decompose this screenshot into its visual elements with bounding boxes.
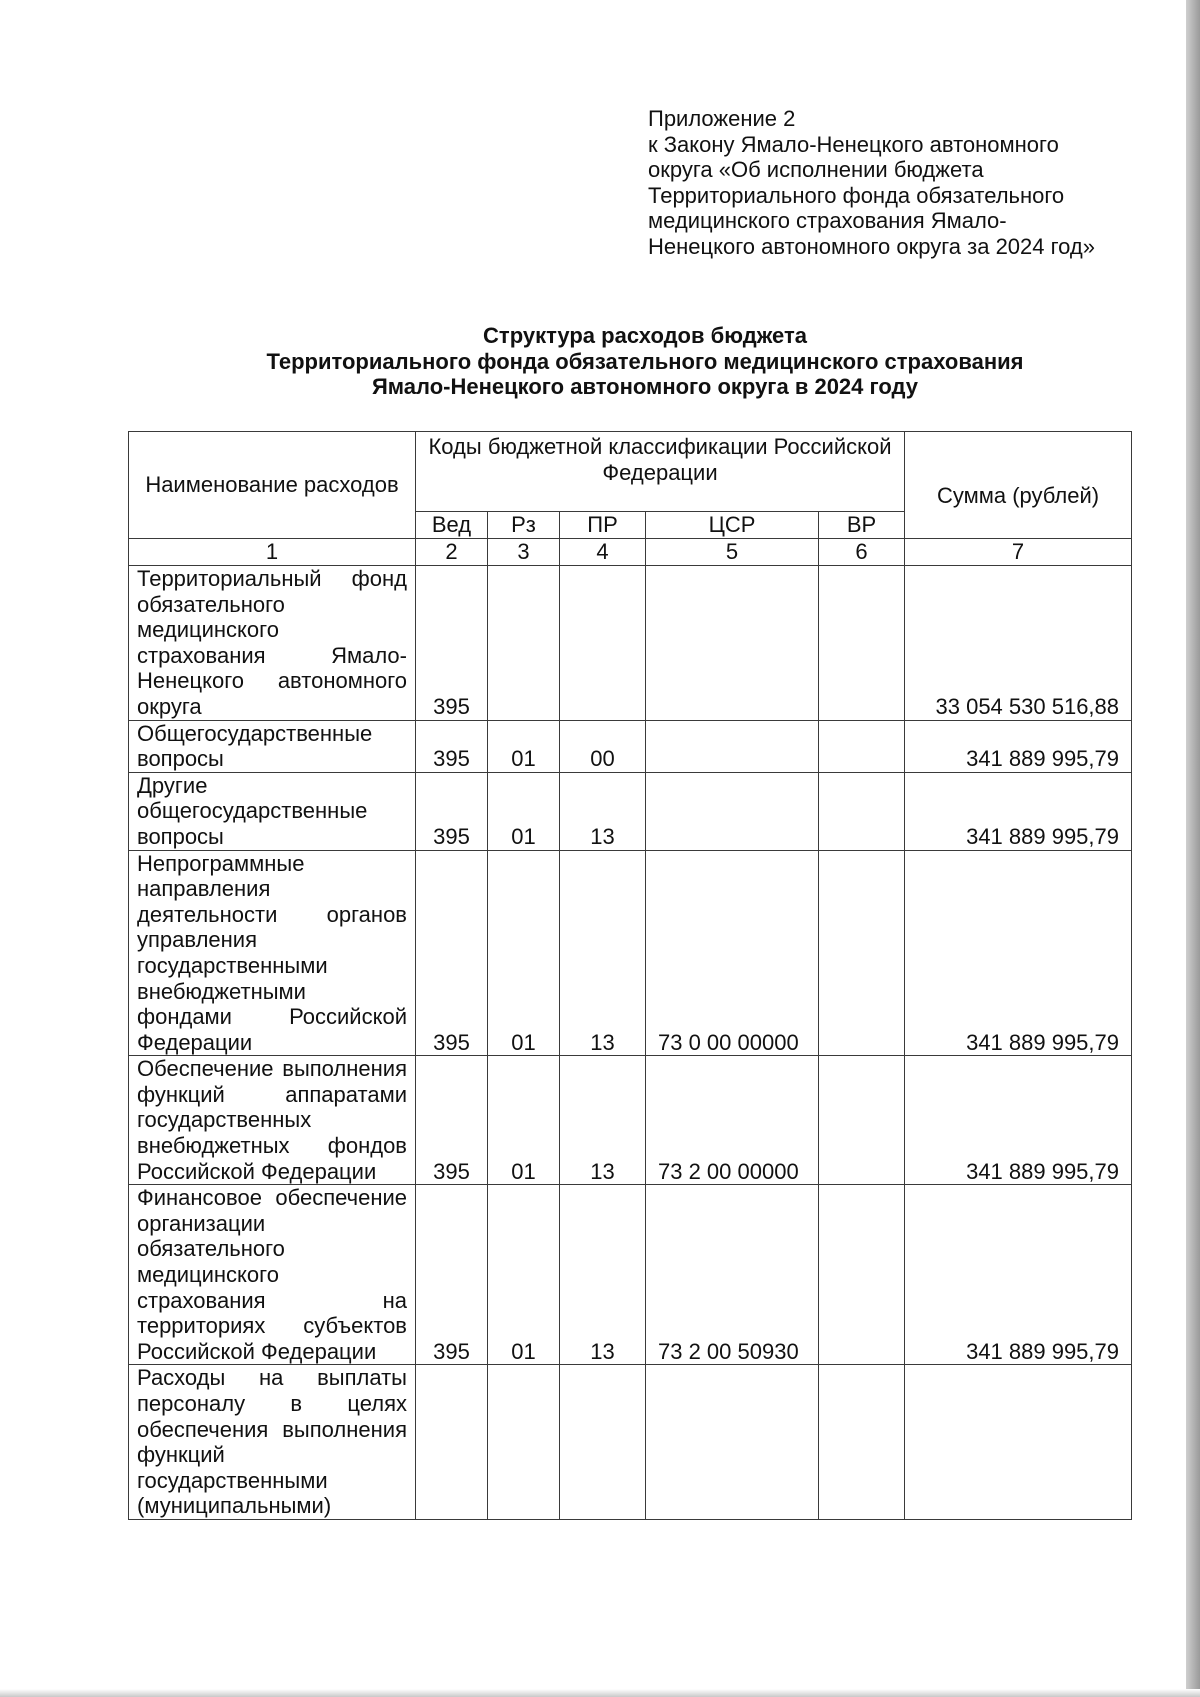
row-vr <box>819 850 905 1056</box>
table-row <box>129 1185 1132 1365</box>
column-number: 1 <box>129 539 416 566</box>
row-sum: 341 889 995,79 <box>905 850 1132 1056</box>
appendix-note <box>648 106 1168 260</box>
appendix-line: Приложение 2 <box>648 106 796 131</box>
row-rz <box>488 566 560 721</box>
row-vr <box>819 720 905 772</box>
row-name: Финансовое обеспечение организации обязательного медицинского страхования на территориях субъектов Российской Федерации <box>129 1185 416 1365</box>
table-row <box>129 1365 1132 1520</box>
table-row <box>129 566 1132 721</box>
table-row <box>129 720 1132 772</box>
column-number: 3 <box>488 539 560 566</box>
row-csr <box>646 566 819 721</box>
page-bottom-shadow <box>0 1689 1200 1697</box>
row-sum <box>905 1365 1132 1520</box>
column-number: 5 <box>646 539 819 566</box>
header-ved: Вед <box>416 512 488 539</box>
row-ved <box>416 1365 488 1520</box>
row-name: Другие общегосударственные вопросы <box>129 772 416 850</box>
row-name: Территориальный фонд обязательного медицинского страхования Ямало-Ненецкого автономного округа <box>129 566 416 721</box>
table-row <box>129 772 1132 850</box>
row-csr: 73 0 00 00000 <box>646 850 819 1056</box>
header-name: Наименование расходов <box>129 432 416 539</box>
row-sum: 33 054 530 516,88 <box>905 566 1132 721</box>
row-name: Непрограммные направления деятельности органов управления государственными внебюджетными фондами Российской Федерации <box>129 850 416 1056</box>
row-ved: 395 <box>416 772 488 850</box>
row-vr <box>819 772 905 850</box>
row-sum: 341 889 995,79 <box>905 720 1132 772</box>
row-pr <box>560 1365 646 1520</box>
header-codes: Коды бюджетной классификации Российской Федерации <box>416 432 905 512</box>
header-rz: Рз <box>488 512 560 539</box>
title-line: Структура расходов бюджета <box>483 323 807 348</box>
row-csr: 73 2 00 00000 <box>646 1056 819 1185</box>
column-number: 2 <box>416 539 488 566</box>
appendix-line: к Закону Ямало-Ненецкого автономного <box>648 131 1059 157</box>
row-ved: 395 <box>416 1056 488 1185</box>
page-edge-shadow <box>1186 0 1200 1697</box>
row-name: Общегосударственные вопросы <box>129 720 416 772</box>
row-rz: 01 <box>488 1185 560 1365</box>
row-rz <box>488 1365 560 1520</box>
row-rz: 01 <box>488 1056 560 1185</box>
row-sum: 341 889 995,79 <box>905 772 1132 850</box>
column-numbers-row <box>129 539 1132 566</box>
title-line: Территориального фонда обязательного медицинского страхования <box>266 348 1024 374</box>
row-csr <box>646 772 819 850</box>
row-pr: 00 <box>560 720 646 772</box>
document-title <box>140 323 1150 400</box>
row-rz: 01 <box>488 772 560 850</box>
appendix-line: Ненецкого автономного округа за 2024 год» <box>648 233 1095 259</box>
row-pr: 13 <box>560 772 646 850</box>
column-number: 6 <box>819 539 905 566</box>
header-vr: ВР <box>819 512 905 539</box>
table-row <box>129 1056 1132 1185</box>
row-rz: 01 <box>488 850 560 1056</box>
column-number: 7 <box>905 539 1132 566</box>
appendix-line: округа «Об исполнении бюджета <box>648 157 984 183</box>
row-rz: 01 <box>488 720 560 772</box>
row-ved: 395 <box>416 1185 488 1365</box>
header-sum: Сумма (рублей) <box>905 432 1132 539</box>
row-sum: 341 889 995,79 <box>905 1185 1132 1365</box>
title-line: Ямало-Ненецкого автономного округа в 2024 году <box>371 374 918 400</box>
row-vr <box>819 1365 905 1520</box>
row-ved: 395 <box>416 720 488 772</box>
table-body <box>129 566 1132 1520</box>
row-vr <box>819 1056 905 1185</box>
row-pr: 13 <box>560 1185 646 1365</box>
row-csr <box>646 1365 819 1520</box>
row-ved: 395 <box>416 850 488 1056</box>
column-number: 4 <box>560 539 646 566</box>
table-row <box>129 850 1132 1056</box>
row-vr <box>819 1185 905 1365</box>
header-pr: ПР <box>560 512 646 539</box>
row-csr <box>646 720 819 772</box>
row-pr <box>560 566 646 721</box>
header-csr: ЦСР <box>646 512 819 539</box>
table-header <box>129 432 1132 566</box>
row-name: Расходы на выплаты персоналу в целях обеспечения выполнения функций государственными (муниципальными) <box>129 1365 416 1520</box>
row-sum: 341 889 995,79 <box>905 1056 1132 1185</box>
appendix-line: Территориального фонда обязательного <box>648 182 1065 208</box>
row-vr <box>819 566 905 721</box>
appendix-line: медицинского страхования Ямало- <box>648 208 1007 234</box>
row-name: Обеспечение выполнения функций аппаратами государственных внебюджетных фондов Российской Федерации <box>129 1056 416 1185</box>
row-csr: 73 2 00 50930 <box>646 1185 819 1365</box>
row-pr: 13 <box>560 850 646 1056</box>
row-pr: 13 <box>560 1056 646 1185</box>
expenditure-table <box>128 431 1132 1520</box>
row-ved: 395 <box>416 566 488 721</box>
